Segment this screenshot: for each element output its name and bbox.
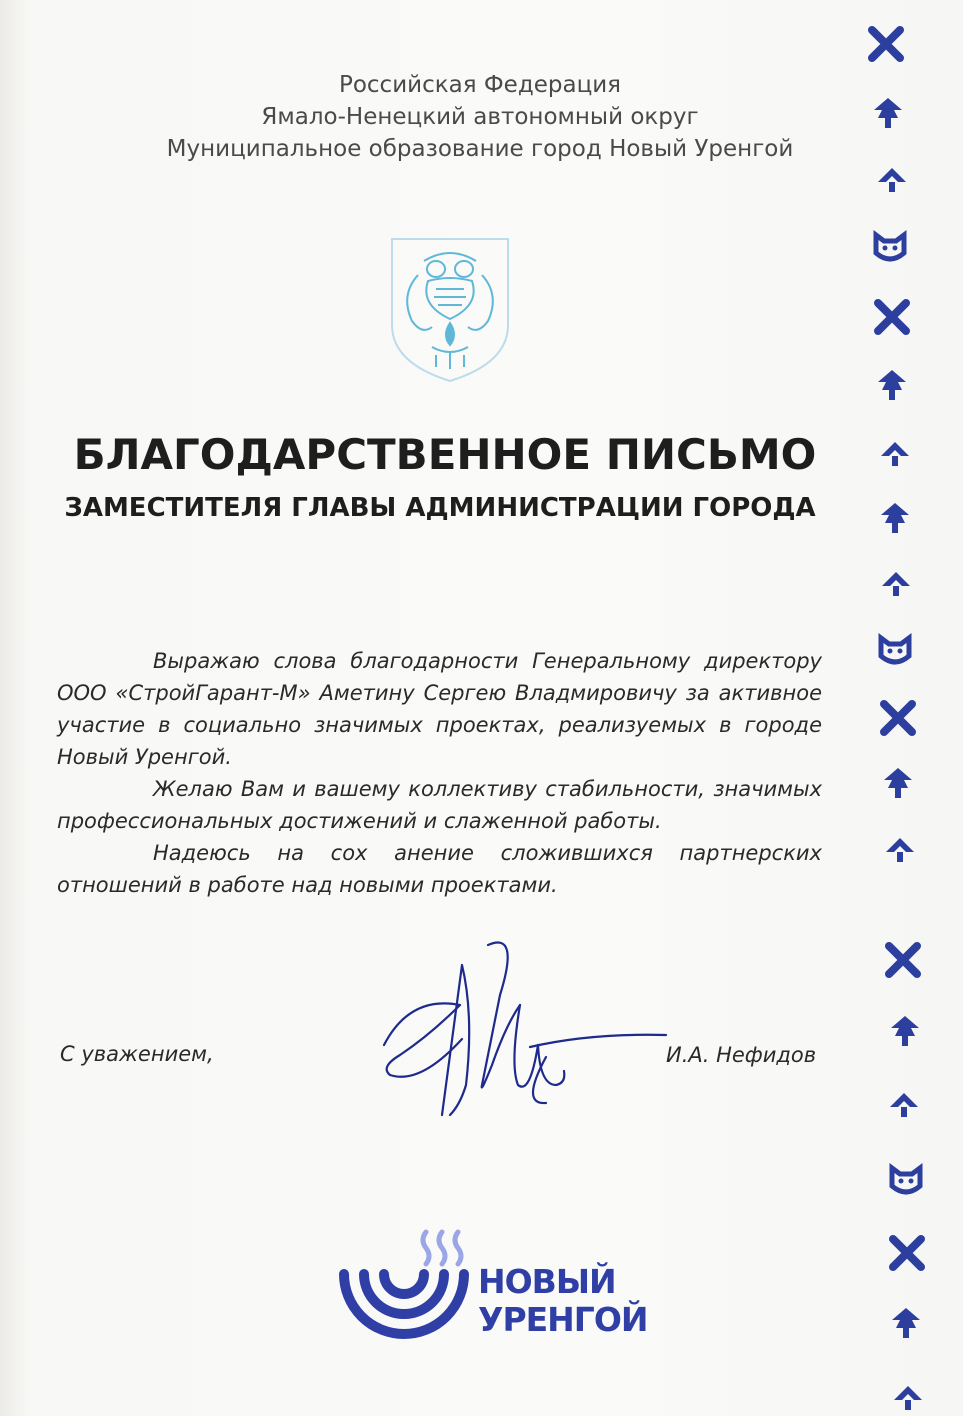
document-title: БЛАГОДАРСТВЕННОЕ ПИСЬМО	[73, 430, 817, 479]
header-line-2: Ямало-Ненецкий автономный округ	[261, 104, 699, 130]
closing-phrase: С уважением,	[60, 1042, 214, 1066]
ornament-bird-icon	[894, 1386, 922, 1410]
ornament-tree-icon	[874, 98, 902, 128]
letter-body	[57, 645, 822, 901]
ornament-bird-icon	[878, 168, 906, 192]
signer-name: И.А. Нефидов	[666, 1043, 817, 1067]
coat-of-arms-owl-icon	[388, 235, 512, 385]
ornament-bird-icon	[882, 572, 910, 596]
ornament-bird-icon	[886, 838, 914, 862]
ornament-bird-icon	[881, 442, 909, 466]
ornament-mask-icon	[881, 638, 909, 662]
body-paragraph-2: Желаю Вам и вашему коллективу стабильности, значимых профессиональных достижений и слаженной работы.	[57, 777, 822, 833]
document-subtitle: ЗАМЕСТИТЕЛЯ ГЛАВЫ АДМИНИСТРАЦИИ ГОРОДА	[64, 493, 816, 523]
ornament-x-icon	[893, 1239, 921, 1267]
header-line-3: Муниципальное образование город Новый Уренгой	[166, 136, 794, 162]
logo-text-line-2: УРЕНГОЙ	[478, 1300, 648, 1339]
ornament-mask-icon	[876, 235, 904, 259]
body-paragraph-3: Надеюсь на сох анение сложившихся партнерских отношений в работе над новыми проектами.	[57, 841, 822, 897]
ornament-x-icon	[889, 946, 917, 974]
ornament-mask-icon	[892, 1168, 920, 1192]
ornament-x-icon	[884, 704, 912, 732]
body-paragraph-1: Выражаю слова благодарности Генеральному директору ООО «СтройГарант-М» Аметину Сергею Владмировичу за активное участие в социально значимых проектах, реализуемых в городе Новый Уренгой.	[57, 649, 822, 769]
ornament-tree-icon	[892, 1308, 920, 1338]
ornament-x-icon	[872, 30, 900, 58]
ornament-x-icon	[878, 303, 906, 331]
ornament-bird-icon	[890, 1093, 918, 1117]
signature-icon	[370, 935, 670, 1135]
ornament-tree-icon	[884, 768, 912, 798]
logo-text-line-1: НОВЫЙ	[478, 1262, 616, 1301]
ornament-tree-icon	[878, 370, 906, 400]
header-line-1: Российская Федерация	[338, 72, 622, 98]
decorative-ornament-border	[860, 0, 960, 1416]
ornament-tree-icon	[881, 503, 909, 533]
ornament-tree-icon	[891, 1016, 919, 1046]
header-block	[100, 72, 860, 172]
